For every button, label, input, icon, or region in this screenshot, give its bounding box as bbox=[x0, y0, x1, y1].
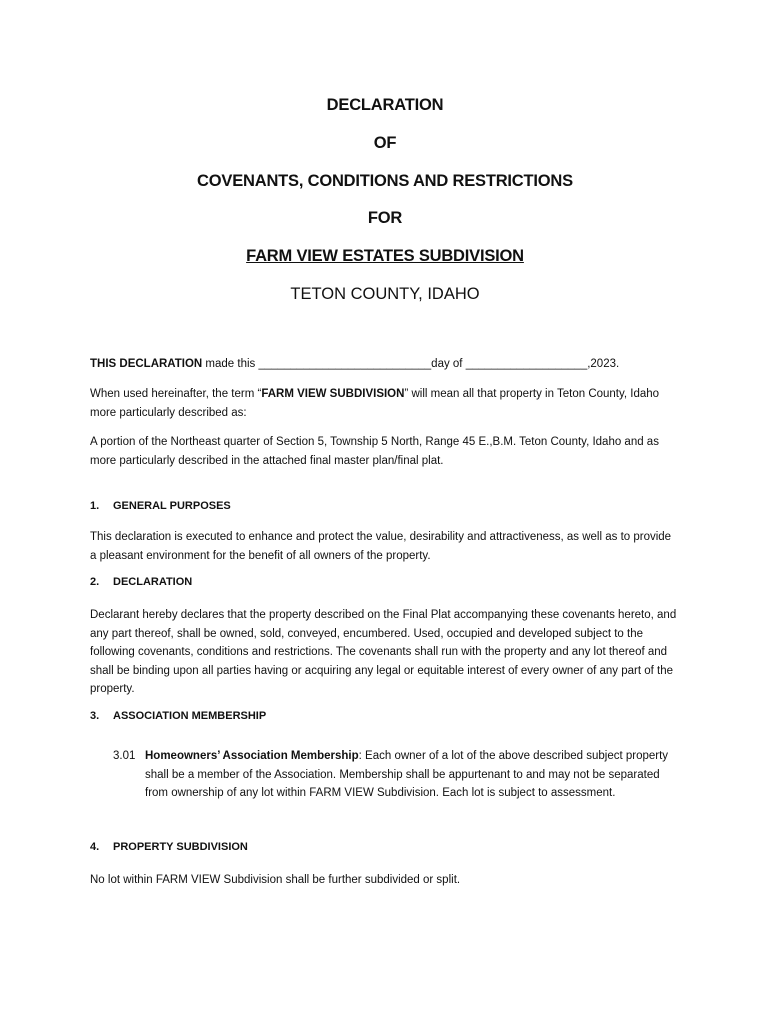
property-description-paragraph: A portion of the Northeast quarter of Section 5, Township 5 North, Range 45 E.,B.M. Teton County, Idaho and as more particularly described in the attached final master plan/final plat. bbox=[90, 436, 659, 467]
section-2-heading: 2. DECLARATION bbox=[90, 576, 193, 588]
section-1-heading: 1. GENERAL PURPOSES bbox=[90, 500, 231, 512]
section-4-body: No lot within FARM VIEW Subdivision shall be further subdivided or split. bbox=[90, 874, 461, 886]
definition-paragraph: When used hereinafter, the term “FARM VIEW SUBDIVISION” will mean all that property in Teton County, Idaho more particularly described as: bbox=[90, 388, 660, 419]
title-covenants: COVENANTS, CONDITIONS AND RESTRICTIONS bbox=[197, 172, 573, 190]
section-2-body: Declarant hereby declares that the property described on the Final Plat accompanying these covenants hereto, and any part thereof, shall be owned, sold, conveyed, encumbered. Used, occupied and developed subject to the following covenants, conditions and restrictions. The covenants shall run with the property and any lot thereof and shall be binding upon all parties having or acquiring any legal or equitable interest of every owner of any part of the property. bbox=[90, 609, 677, 695]
section-4-heading: 4. PROPERTY SUBDIVISION bbox=[90, 841, 248, 853]
subsection-body: Homeowners’ Association Membership: Each owner of a lot of the above described subject property shall be a member of the Association. Membership shall be appurtenant to and may not be separated from ownership of any lot within FARM VIEW Subdivision. Each lot is subject to assessment. bbox=[145, 750, 669, 799]
section-3-01-item bbox=[113, 747, 683, 803]
title-for: FOR bbox=[367, 209, 403, 227]
title-of: OF bbox=[373, 134, 397, 152]
title-declaration: DECLARATION bbox=[326, 96, 444, 114]
title-county: TETON COUNTY, IDAHO bbox=[290, 285, 480, 303]
declaration-date-line: THIS DECLARATION made this ___________________________day of ___________________,2023. bbox=[90, 358, 620, 370]
section-3-heading: 3. ASSOCIATION MEMBERSHIP bbox=[90, 710, 267, 722]
subsection-number: 3.01 bbox=[113, 750, 136, 762]
title-subdivision-name: FARM VIEW ESTATES SUBDIVISION bbox=[246, 247, 524, 265]
section-1-body: This declaration is executed to enhance and protect the value, desirability and attractiveness, as well as to provide a pleasant environment for the benefit of all owners of the property. bbox=[90, 531, 672, 562]
